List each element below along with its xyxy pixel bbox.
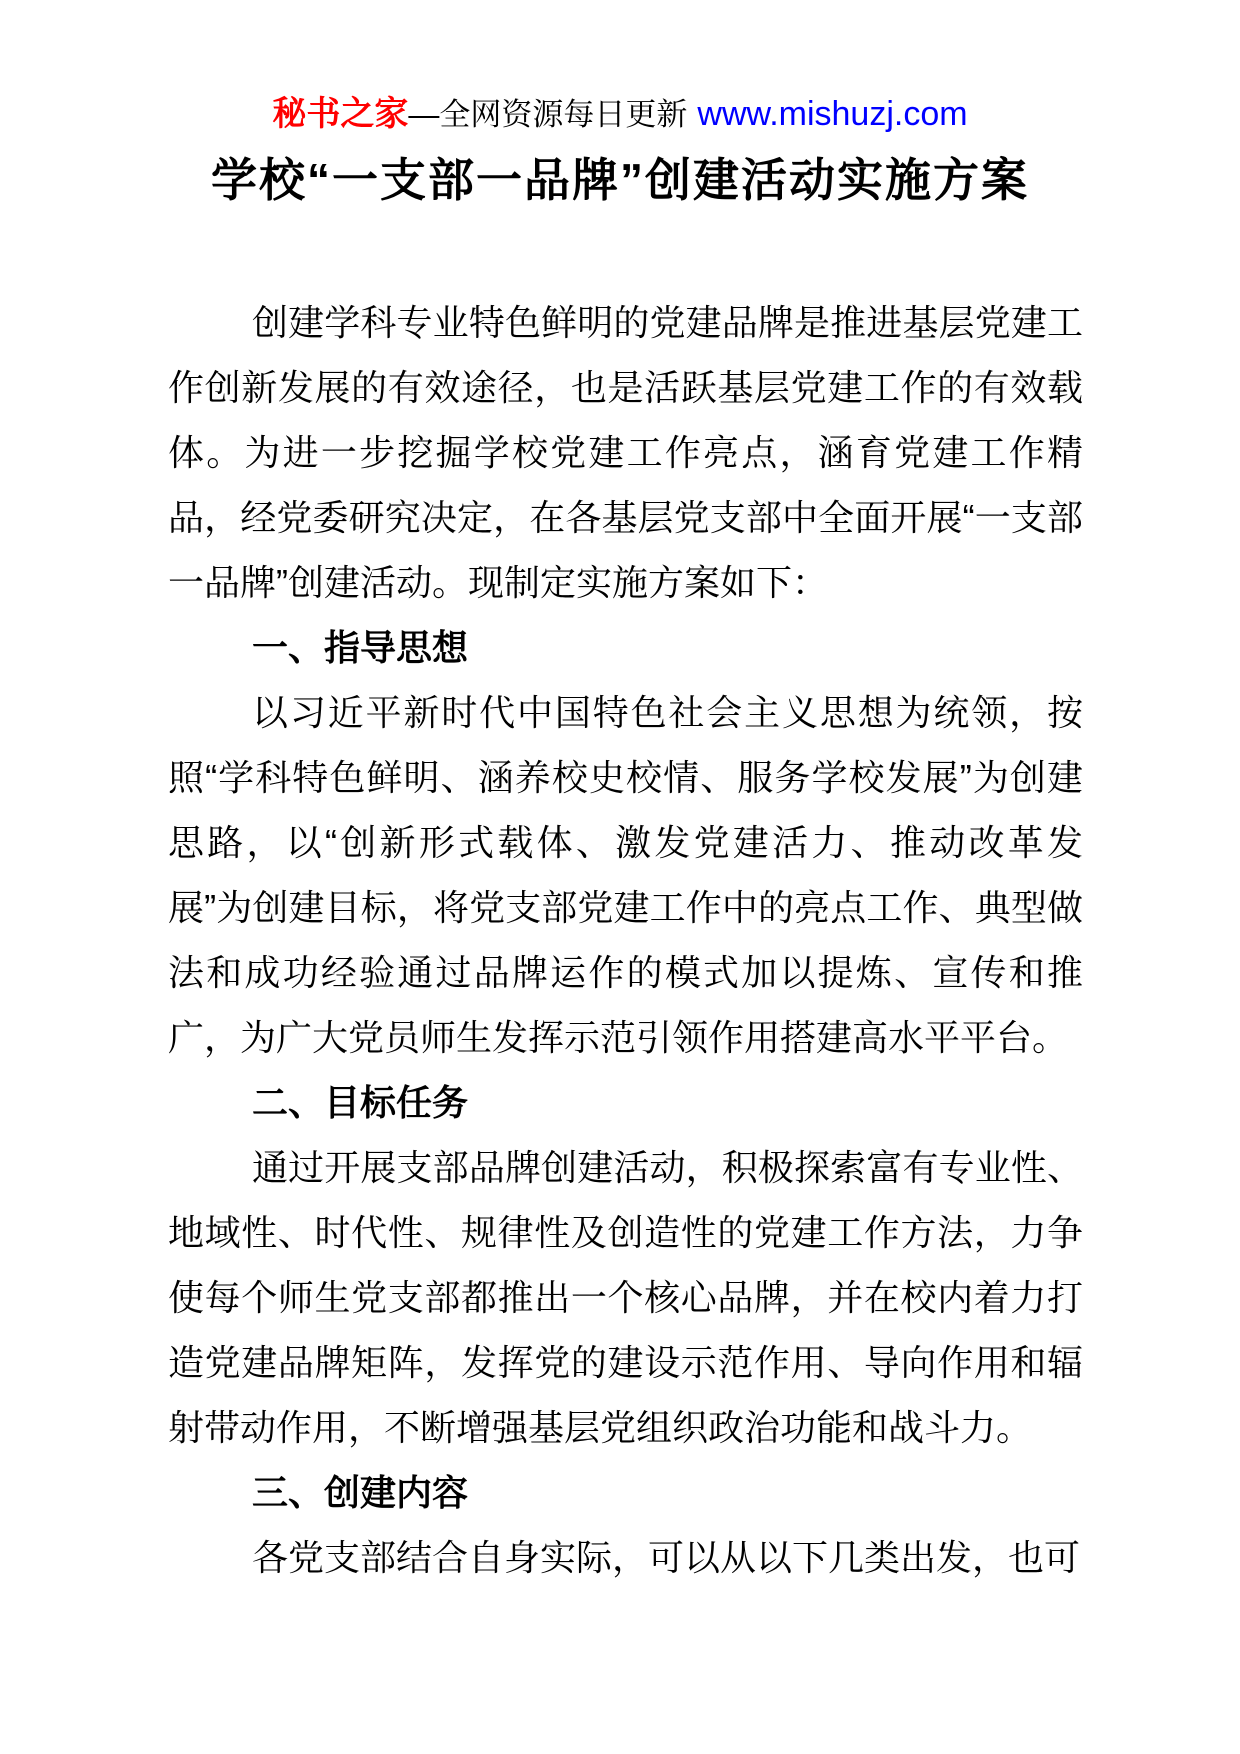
header-url: www.mishuzj.com (697, 95, 968, 133)
header-tagline: —全网资源每日更新 (408, 97, 688, 132)
brand-name: 秘书之家 (272, 95, 409, 133)
document-body (168, 290, 1083, 1590)
section-heading: 二、目标任务 (252, 1082, 469, 1123)
section-heading: 三、创建内容 (252, 1472, 469, 1513)
body-paragraph: 创建学科专业特色鲜明的党建品牌是推进基层党建工作创新发展的有效途径，也是活跃基层党建工作的有效载体。为进一步挖掘学校党建工作亮点，涵育党建工作精品，经党委研究决定，在各基层党支部中全面开展“一支部一品牌”创建活动。现制定实施方案如下： (168, 302, 1083, 603)
site-header (0, 92, 1240, 137)
body-paragraph: 通过开展支部品牌创建活动，积极探索富有专业性、地域性、时代性、规律性及创造性的党建工作方法，力争使每个师生党支部都推出一个核心品牌，并在校内着力打造党建品牌矩阵，发挥党的建设示范作用、导向作用和辐射带动作用，不断增强基层党组织政治功能和战斗力。 (168, 1147, 1083, 1448)
document-title: 学校“一支部一品牌”创建活动实施方案 (211, 154, 1029, 206)
body-paragraph: 以习近平新时代中国特色社会主义思想为统领，按照“学科特色鲜明、涵养校史校情、服务学校发展”为创建思路，以“创新形式载体、激发党建活力、推动改革发展”为创建目标，将党支部党建工作中的亮点工作、典型做法和成功经验通过品牌运作的模式加以提炼、宣传和推广，为广大党员师生发挥示范引领作用搭建高水平平台。 (168, 692, 1083, 1058)
section-heading: 一、指导思想 (252, 627, 469, 668)
body-paragraph: 各党支部结合自身实际，可以从以下几类出发，也可 (252, 1537, 1081, 1578)
